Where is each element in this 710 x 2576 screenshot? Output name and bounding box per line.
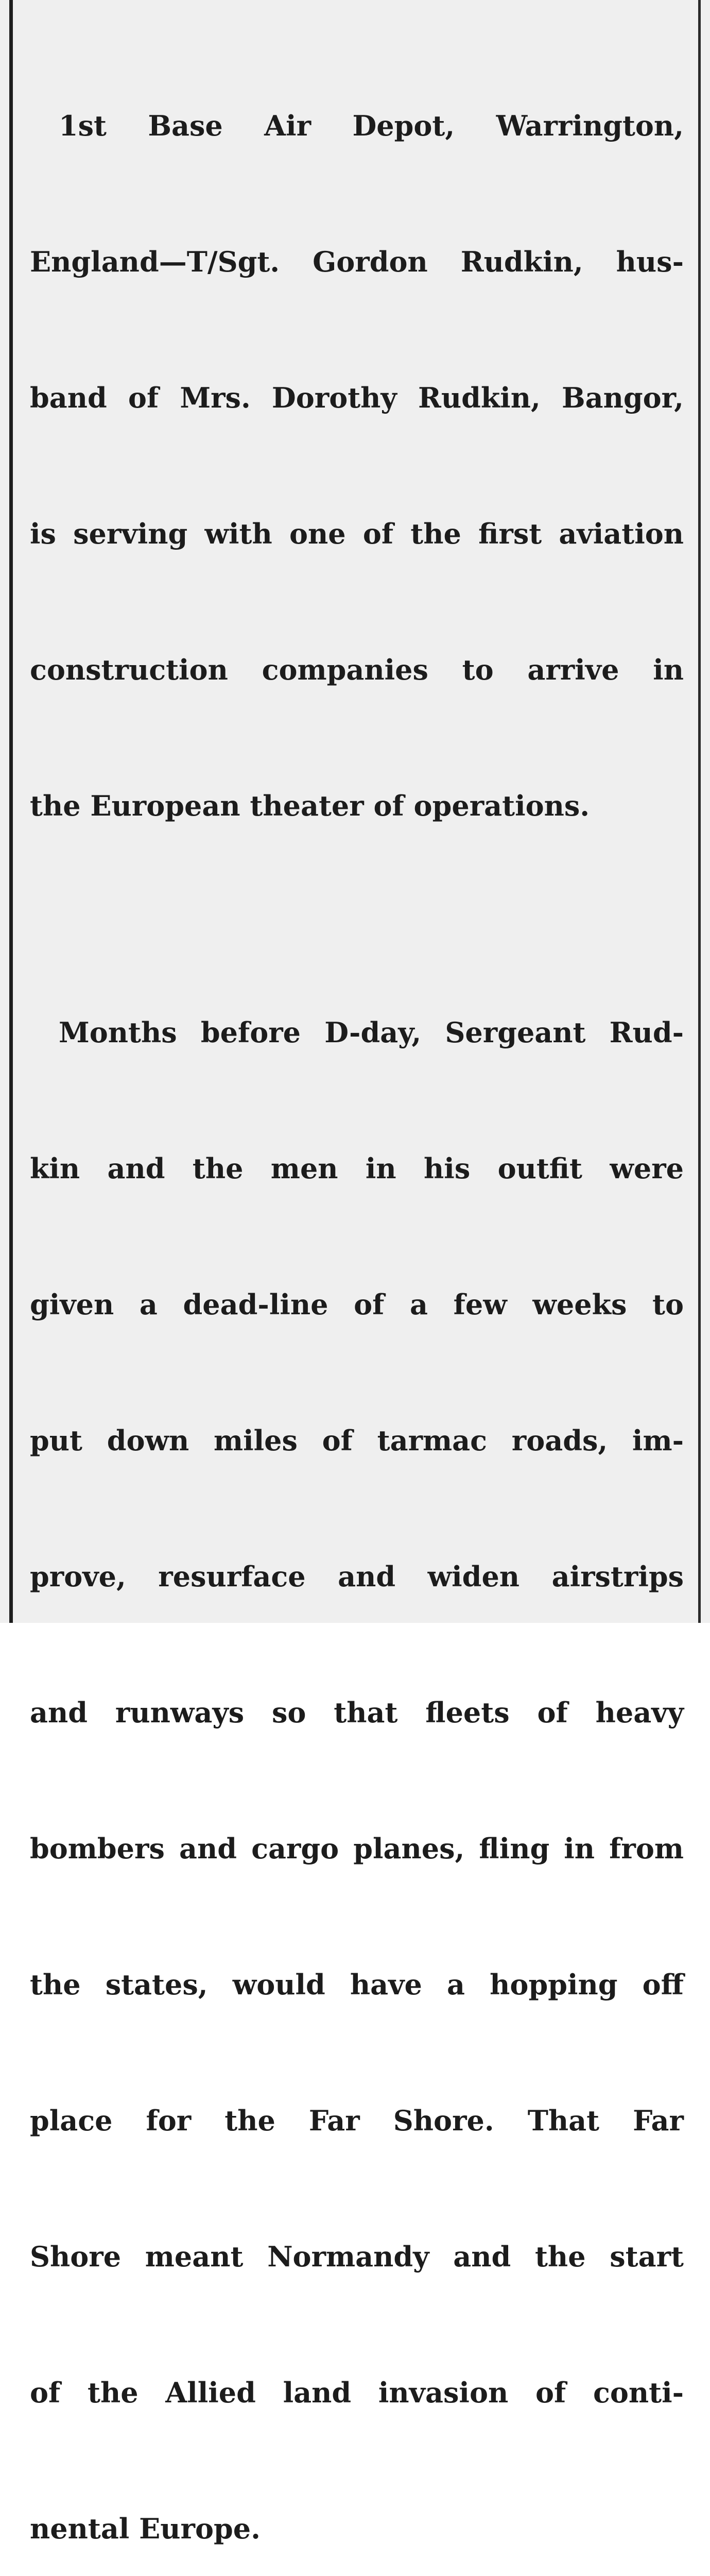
- text-line: England—T/Sgt. Gordon Rudkin, hus-: [30, 245, 684, 278]
- text-line: of the Allied land invasion of conti-: [30, 2376, 684, 2409]
- text-line: is serving with one of the first aviation: [30, 517, 684, 550]
- column-rule-left: [9, 0, 13, 1623]
- text-line: Shore meant Normandy and the start: [30, 2240, 684, 2273]
- text-line: kin and the men in his outfit were: [30, 1152, 684, 1185]
- text-line: place for the Far Shore. That Far: [30, 2104, 684, 2137]
- paragraph-2: [30, 919, 684, 2576]
- text-line: put down miles of tarmac roads, im-: [30, 1424, 684, 1457]
- text-line: construction companies to arrive in: [30, 653, 684, 686]
- text-line: and runways so that fleets of heavy: [30, 1696, 684, 1729]
- text-line: band of Mrs. Dorothy Rudkin, Bangor,: [30, 381, 684, 414]
- text-line: the European theater of operations.: [30, 789, 590, 822]
- text-line: the states, would have a hopping off: [30, 1968, 684, 2001]
- text-line: prove, resurface and widen airstrips: [30, 1560, 684, 1593]
- text-line: nental Europe.: [30, 2512, 261, 2545]
- text-line: 1st Base Air Depot, Warrington,: [59, 109, 684, 142]
- text-line: bombers and cargo planes, fling in from: [30, 1832, 684, 1865]
- paragraph-1: [30, 12, 684, 919]
- column-rule-right: [698, 0, 701, 1623]
- text-line: given a dead-line of a few weeks to: [30, 1288, 684, 1321]
- text-line: Months before D-day, Sergeant Rud-: [59, 1016, 684, 1049]
- article-body: [30, 12, 684, 2576]
